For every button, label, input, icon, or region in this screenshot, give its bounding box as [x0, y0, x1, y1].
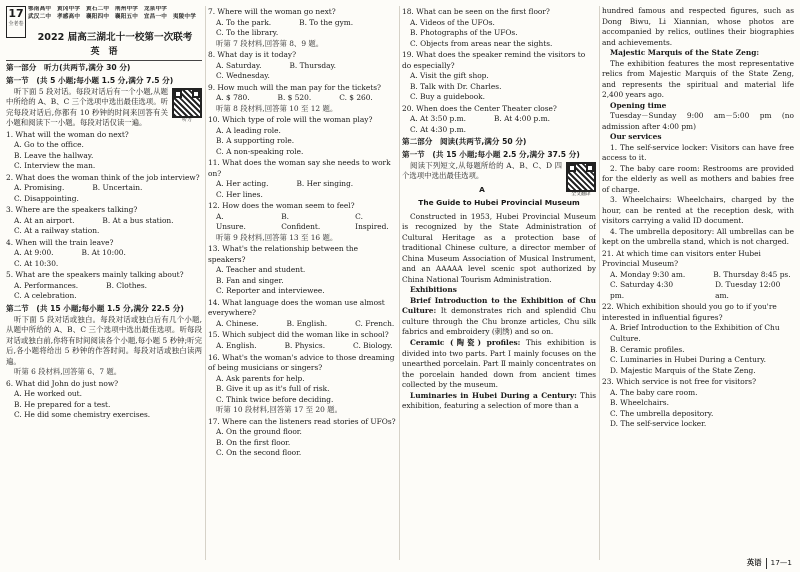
- option[interactable]: C. At 10:30.: [14, 258, 59, 268]
- material-note: 听第 8 段材料,回答第 10 至 12 题。: [216, 103, 338, 113]
- option[interactable]: B. English.: [286, 318, 328, 328]
- option[interactable]: A. Monday 9:30 am.: [610, 269, 686, 279]
- question-20: 20. When does the Center Theater close?: [402, 103, 557, 113]
- option[interactable]: B. Ceramic profiles.: [610, 344, 685, 354]
- option[interactable]: A. At 9:00.: [14, 248, 54, 258]
- paper-badge: [6, 6, 26, 38]
- option[interactable]: A. Visit the gift shop.: [410, 71, 489, 81]
- material-note: 听第 7 段材料,回答第 8、9 题。: [216, 38, 324, 48]
- exhibit-desc: This exhibition, featuring a selection of more than a: [402, 390, 596, 411]
- option[interactable]: B. $ 520.: [277, 93, 312, 103]
- option[interactable]: A. Chinese.: [216, 318, 259, 328]
- option[interactable]: C. Saturday 4:30 pm.: [610, 280, 674, 300]
- option[interactable]: C. Think twice before deciding.: [216, 394, 334, 404]
- option[interactable]: A. Teacher and student.: [216, 265, 306, 275]
- question-7: 7. Where will the woman go next?: [208, 7, 336, 16]
- option[interactable]: C. He did some chemistry exercises.: [14, 410, 151, 420]
- badge-label: 全老卷: [8, 21, 24, 27]
- option[interactable]: A. Her acting.: [216, 179, 269, 189]
- option[interactable]: C. Biology.: [353, 340, 393, 350]
- exhibit-name: Ceramic (陶瓷) profiles:: [410, 338, 521, 347]
- question-17: 17. Where can the listeners read stories of UFOs?: [208, 416, 396, 426]
- option[interactable]: A. The baby care room.: [610, 387, 698, 397]
- option[interactable]: C. Buy a guidebook.: [410, 92, 485, 102]
- translation-qr[interactable]: [566, 162, 596, 198]
- option[interactable]: C. Her lines.: [216, 189, 263, 199]
- option[interactable]: A. At 3:50 p.m.: [410, 114, 466, 124]
- exhibit-desc: This exhibition is divided into two parts. Part Ⅰ mainly focuses on the unearthed porcelain. Part Ⅱ mainly concentrates on the porcelain handed down from ancient times collected by the museum.: [402, 338, 596, 390]
- option[interactable]: B. Talk with Dr. Charles.: [410, 81, 502, 91]
- option[interactable]: C. $ 260.: [339, 93, 373, 103]
- option[interactable]: A. Saturday.: [216, 60, 262, 70]
- option[interactable]: B. Her singing.: [296, 179, 354, 189]
- question-14: 14. What language does the woman use almost everywhere?: [208, 297, 385, 318]
- option[interactable]: C. At a railway station.: [14, 226, 100, 236]
- qr-caption: 全文翻译: [571, 191, 591, 197]
- option[interactable]: B. Give it up as it's full of risk.: [216, 384, 330, 394]
- option[interactable]: A. Go to the office.: [14, 140, 84, 150]
- option[interactable]: B. Photographs of the UFOs.: [410, 28, 518, 38]
- option[interactable]: A. Promising.: [14, 183, 65, 193]
- school-list: [28, 6, 202, 21]
- service-item: 1. The self-service locker: Visitors can have free access to it.: [602, 142, 794, 163]
- option[interactable]: A. At an airport.: [14, 215, 75, 225]
- service-item: 2. The baby care room: Restrooms are provided for the elderly as well as mothers and babies free of charge.: [602, 163, 794, 194]
- option[interactable]: C. To the library.: [216, 28, 279, 38]
- question-10: 10. Which type of role will the woman play?: [208, 115, 373, 125]
- question-13: 13. What's the relationship between the speakers?: [208, 244, 359, 264]
- question-2: 2. What does the woman think of the job interview?: [6, 172, 200, 182]
- option[interactable]: B. At a bus station.: [102, 215, 174, 225]
- passage-paragraph: [402, 296, 596, 338]
- question-5: 5. What are the speakers mainly talking about?: [6, 270, 184, 280]
- option[interactable]: B. Leave the hallway.: [14, 150, 94, 160]
- passage-letter: A: [479, 184, 485, 194]
- reading-section-1-heading: 第一节 (共 15 小题;每小题 2.5 分,满分 37.5 分): [402, 149, 580, 159]
- option[interactable]: B. Physics.: [284, 340, 326, 350]
- page-footer: [747, 558, 792, 569]
- passage-title: The Guide to Hubei Provincial Museum: [418, 198, 580, 208]
- passage-paragraph: [402, 338, 596, 391]
- option[interactable]: B. To the gym.: [299, 17, 354, 27]
- question-4: 4. When will the train leave?: [6, 237, 114, 247]
- option[interactable]: C. A non-speaking role.: [216, 146, 304, 156]
- option[interactable]: C. Disappointing.: [14, 193, 79, 203]
- part-2-heading: 第二部分 阅读(共两节,满分 50 分): [402, 137, 527, 147]
- option[interactable]: C. On the second floor.: [216, 448, 302, 458]
- qr-caption: 听力: [182, 117, 192, 123]
- passage-paragraph: hundred famous and respected figures, such as Dong Biwu, Li Xiannian, whose photos are accompanied by relics, outlines their biographies and achievements.: [602, 6, 794, 47]
- option[interactable]: A. Ask parents for help.: [216, 373, 305, 383]
- service-item: 4. The umbrella depository: All umbrellas can be kept on the umbrella stand, which is not charged.: [602, 226, 794, 247]
- option[interactable]: B. At 4:00 p.m.: [493, 114, 550, 124]
- subject-title: 英 语: [90, 47, 118, 57]
- school-line-2: 武汉二中 孝感高中 襄阳四中 襄阳五中 宜昌一中 夷陵中学: [28, 13, 197, 20]
- option[interactable]: B. Confident.: [281, 211, 321, 232]
- option[interactable]: A. $ 780.: [216, 93, 250, 103]
- opening-hours: Tuesday－Sunday 9:00 am－5:00 pm (no admission after 4:00 pm): [602, 111, 794, 131]
- section-2-instructions: 听下面 5 段对话或独白。每段对话或独白后有几个小题,从题中所给的 A、B、C 三个选项中选出最佳选项。听每段对话或独白前,你将有时间阅读各个小题,每小题 5 秒钟;听完后,各小题将给出 5 秒钟的作答时间。每段对话或独白读两遍。: [6, 314, 202, 366]
- option[interactable]: B. Uncertain.: [92, 183, 143, 193]
- question-6: 6. What did John do just now?: [6, 378, 119, 388]
- badge-number: 17: [8, 7, 24, 20]
- option[interactable]: C. Luminaries in Hubei During a Century.: [610, 355, 766, 365]
- option[interactable]: A. English.: [216, 340, 257, 350]
- option[interactable]: A. Brief Introduction to the Exhibition of Chu Culture.: [610, 323, 780, 343]
- option[interactable]: B. Thursday.: [289, 60, 337, 70]
- option[interactable]: C. Interview the man.: [14, 161, 96, 171]
- option[interactable]: C. Inspired.: [355, 211, 389, 232]
- question-18: 18. What can be seen on the first floor?: [402, 7, 550, 16]
- section-1-heading: 第一节 (共 5 小题;每小题 1.5 分,满分 7.5 分): [6, 75, 174, 85]
- question-23: 23. Which service is not free for visitors?: [602, 377, 757, 387]
- qr-code-icon: [172, 88, 202, 118]
- option[interactable]: A. On the ground floor.: [216, 427, 302, 437]
- section-2-heading: 第二节 (共 15 小题;每小题 1.5 分,满分 22.5 分): [6, 303, 184, 313]
- option[interactable]: B. Thursday 8:45 ps.: [713, 269, 791, 279]
- material-note: 听第 9 段材料,回答第 13 至 16 题。: [216, 232, 338, 242]
- passage-paragraph: The exhibition features the most representative relics from Majestic Marquis of the State Zeng, and represents the spiritual and material life 2,400 years ago.: [602, 58, 794, 100]
- option[interactable]: A. He worked out.: [14, 389, 82, 399]
- option[interactable]: C. French.: [355, 318, 395, 328]
- option[interactable]: C. Reporter and interviewee.: [216, 286, 325, 296]
- option[interactable]: A. Unsure.: [216, 211, 246, 232]
- page-number: 17—1: [770, 558, 792, 568]
- opening-time-heading: Opening time: [610, 100, 667, 110]
- question-11: 11. What does the woman say she needs to work on?: [208, 158, 391, 178]
- option[interactable]: C. Wednesday.: [216, 71, 270, 81]
- exhibit-name: Luminaries in Hubei During a Century:: [410, 390, 577, 400]
- material-note: 听第 10 段材料,回答第 17 至 20 题。: [216, 405, 342, 415]
- column-4: [602, 6, 794, 568]
- school-line-1: 鄂南高中 黄冈中学 黄石二中 荆州中学 龙泉中学: [28, 6, 168, 12]
- reading-instructions: 阅读下列短文,从每题所给的 A、B、C、D 四个选项中选出最佳选项。: [402, 160, 562, 181]
- services-heading: Our services: [610, 132, 662, 142]
- question-8: 8. What day is it today?: [208, 50, 297, 60]
- listening-qr[interactable]: [172, 88, 202, 124]
- exhibit-desc: It demonstrates rich and splendid Chu culture through the Chu bronze articles, Chu silk fabrics and embroidery (刺绣) and so on.: [402, 306, 596, 337]
- option[interactable]: A. To the park.: [216, 17, 272, 27]
- exhibitions-heading: Exhibitions: [410, 285, 457, 295]
- option[interactable]: A. Performances.: [14, 280, 79, 290]
- question-3: 3. Where are the speakers talking?: [6, 205, 138, 215]
- material-note: 听第 6 段材料,回答第 6、7 题。: [14, 367, 122, 377]
- question-1: 1. What will the woman do next?: [6, 129, 129, 139]
- option[interactable]: B. Wheelchairs.: [610, 398, 669, 408]
- option[interactable]: B. At 10:00.: [81, 248, 126, 258]
- question-16: 16. What's the woman's advice to those dreaming of being musicians or singers?: [208, 352, 395, 373]
- question-12: 12. How does the woman seem to feel?: [208, 201, 355, 211]
- option[interactable]: B. Clothes.: [106, 280, 147, 290]
- service-item: 3. Wheelchairs: Wheelchairs, charged by the hour, can be rented at the reception desk, with visitors carrying a valid ID document.: [602, 195, 794, 226]
- question-19: 19. What does the speaker remind the visitors to do especially?: [402, 50, 586, 70]
- option[interactable]: D. Majestic Marquis of the State Zeng.: [610, 365, 756, 375]
- option[interactable]: A. Videos of the UFOs.: [410, 17, 495, 27]
- option[interactable]: C. At 4:30 p.m.: [410, 124, 466, 134]
- footer-subject: 英语: [747, 558, 767, 569]
- option[interactable]: C. A celebration.: [14, 291, 77, 301]
- option[interactable]: C. The umbrella depository.: [610, 408, 714, 418]
- exam-header: [6, 6, 202, 61]
- option[interactable]: D. The self-service locker.: [610, 419, 707, 429]
- column-3: [402, 6, 596, 568]
- column-2: [208, 6, 396, 568]
- option[interactable]: A. A leading role.: [216, 125, 281, 135]
- part-1-heading: 第一部分 听力(共两节,满分 30 分): [6, 63, 131, 72]
- exam-title: 2022 届高三湖北十一校第一次联考: [37, 32, 193, 43]
- question-15: 15. Which subject did the woman like in school?: [208, 330, 389, 340]
- question-21: 21. At which time can visitors enter Hubei Provincial Museum?: [602, 248, 761, 269]
- option[interactable]: D. Tuesday 12:00 am.: [715, 280, 781, 300]
- qr-code-icon: [566, 162, 596, 192]
- passage-paragraph: [402, 391, 596, 412]
- exhibit-name: Brief Introduction to the Exhibition of Chu Culture:: [402, 295, 596, 316]
- column-1: [6, 6, 202, 568]
- option[interactable]: B. A supporting role.: [216, 136, 295, 146]
- option[interactable]: B. On the first floor.: [216, 437, 291, 447]
- option[interactable]: C. Objects from areas near the sights.: [410, 38, 553, 48]
- exhibit-name: Majestic Marquis of the State Zeng:: [610, 48, 760, 58]
- question-9: 9. How much will the man pay for the tickets?: [208, 82, 381, 92]
- question-22: 22. Which exhibition should you go to if you're interested in influential figures?: [602, 302, 777, 322]
- option[interactable]: B. He prepared for a test.: [14, 399, 111, 409]
- passage-paragraph: Constructed in 1953, Hubei Provincial Museum is recognized by the State Administration of Cultural Heritage as a protection base of traditional Chinese culture, a director member of China Museum Association of Musical Instrument, and an AAAAA level scenic spot authorized by China National Tourism Administration.: [402, 211, 596, 284]
- option[interactable]: B. Fan and singer.: [216, 275, 284, 285]
- section-1-instructions: 听下面 5 段对话。每段对话后有一个小题,从题中所给的 A、B、C 三个选项中选出最佳选项。听完每段对话后,你都有 10 秒钟的时间来回答有关小题和阅读下一小题。每段对话仅读一遍。: [6, 86, 168, 128]
